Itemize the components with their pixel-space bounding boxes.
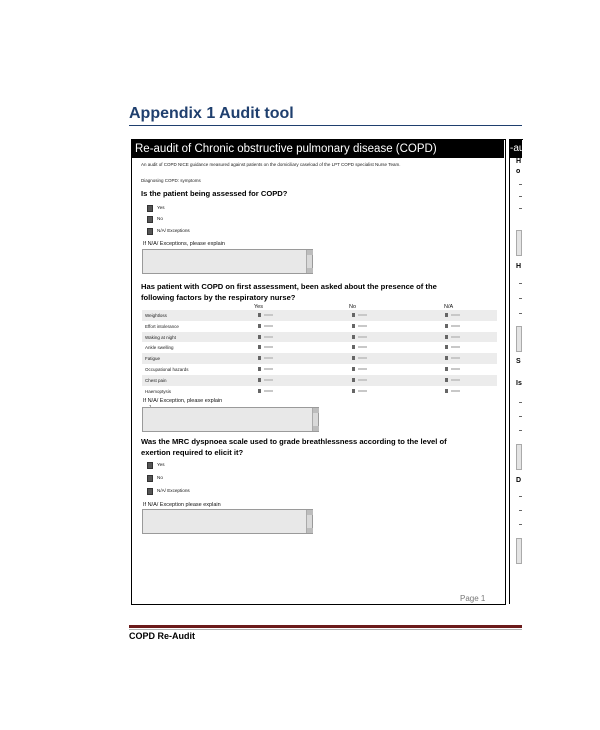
checkbox-caption: [358, 390, 367, 392]
checkbox-caption: [358, 336, 367, 338]
checkbox-yes[interactable]: [258, 356, 261, 360]
next-page-header: -au: [510, 140, 522, 158]
side-dash: [519, 416, 522, 417]
q2-explain-label: If N/A/ Exception, please explain: [143, 398, 223, 404]
scrollbar[interactable]: [306, 250, 312, 273]
checkbox-caption: [264, 314, 273, 316]
checkbox-caption: [264, 357, 273, 359]
checkbox-caption: [358, 346, 367, 348]
checkbox-caption: [451, 368, 460, 370]
checkbox-na[interactable]: [445, 356, 448, 360]
checkbox-na[interactable]: [445, 335, 448, 339]
col-yes: Yes: [254, 304, 263, 310]
scroll-up-icon[interactable]: [313, 408, 319, 413]
side-field: [516, 326, 522, 352]
scroll-up-icon[interactable]: [307, 510, 313, 515]
checkbox-caption: [264, 390, 273, 392]
question-2-line-1: Has patient with COPD on first assessment, been asked about the presence of the: [141, 282, 437, 291]
section-label: Diagnosing COPD: symptoms: [141, 178, 201, 183]
side-dash: [519, 524, 522, 525]
side-letter: H: [516, 158, 522, 165]
footer-bar: [129, 625, 522, 628]
question-1: Is the patient being assessed for COPD?: [141, 189, 288, 198]
table-row: [142, 310, 497, 321]
checkbox-yes[interactable]: [258, 345, 261, 349]
checkbox-caption: [264, 325, 273, 327]
side-dash: [519, 196, 522, 197]
checkbox-caption: [358, 368, 367, 370]
row-label: Ankle swelling: [145, 345, 174, 351]
option-label: No: [157, 216, 163, 221]
scroll-down-icon[interactable]: [313, 426, 319, 431]
side-field: [516, 444, 522, 470]
checkbox-caption: [451, 325, 460, 327]
checkbox-na[interactable]: [445, 313, 448, 317]
table-row: [142, 364, 497, 375]
scrollbar[interactable]: [306, 510, 312, 533]
col-no: No: [349, 304, 357, 310]
side-field: [516, 230, 522, 256]
table-row: [142, 375, 497, 386]
side-dash: [519, 208, 522, 209]
side-dash: [519, 496, 522, 497]
row-label: Chest pain: [145, 377, 167, 383]
checkbox-caption: [358, 325, 367, 327]
checkbox-caption: [451, 336, 460, 338]
question-2: [141, 282, 501, 303]
side-letter: H: [516, 263, 522, 270]
q3-explain-label: If N/A/ Exception please explain: [143, 502, 221, 508]
side-dash: [519, 184, 522, 185]
checkbox-yes[interactable]: [258, 335, 261, 339]
option-label: Yes: [157, 462, 165, 467]
side-letter: o: [516, 168, 521, 175]
form-header-bar: Re-audit of Chronic obstructive pulmonary disease (COPD): [132, 140, 504, 158]
checkbox-caption: [264, 368, 273, 370]
question-3: [141, 437, 501, 458]
footer-title: COPD Re-Audit: [129, 631, 195, 641]
heading-rule: [129, 125, 522, 126]
checkbox-caption: [264, 346, 273, 348]
side-dash: [519, 402, 522, 403]
factor-table: [142, 310, 497, 398]
side-letter: D: [516, 477, 522, 484]
table-row: [142, 342, 497, 353]
option-label: N/A/ Exceptions: [157, 228, 190, 233]
checkbox-caption: [451, 390, 460, 392]
checkbox-yes[interactable]: [258, 313, 261, 317]
checkbox-caption: [451, 379, 460, 381]
checkbox-caption: [451, 346, 460, 348]
q3-explain-field[interactable]: [142, 509, 313, 534]
radio-icon[interactable]: [147, 462, 153, 469]
checkbox-na[interactable]: [445, 345, 448, 349]
row-label: Fatigue: [145, 356, 161, 362]
checkbox-na[interactable]: [445, 367, 448, 371]
checkbox-no[interactable]: [352, 389, 355, 393]
side-letter: S: [516, 358, 521, 365]
question-2-line-2: following factors by the respiratory nurse?: [141, 292, 296, 302]
checkbox-no[interactable]: [352, 313, 355, 317]
checkbox-yes[interactable]: [258, 324, 261, 328]
radio-icon[interactable]: [147, 216, 153, 223]
side-dash: [519, 298, 522, 299]
table-row: [142, 386, 497, 397]
side-dash: [519, 430, 522, 431]
side-dash: [519, 313, 522, 314]
checkbox-caption: [358, 357, 367, 359]
side-dash: [519, 283, 522, 284]
row-label: Waking at night: [145, 334, 176, 340]
radio-icon[interactable]: [147, 488, 153, 495]
checkbox-caption: [451, 314, 460, 316]
table-row: [142, 332, 497, 343]
row-label: Weightloss: [145, 313, 167, 318]
option-label: No: [157, 475, 163, 480]
checkbox-yes[interactable]: [258, 378, 261, 382]
checkbox-na[interactable]: [445, 378, 448, 382]
scrollbar[interactable]: [312, 408, 318, 431]
table-row: [142, 321, 497, 332]
table-row: [142, 353, 497, 364]
footer-rule: [129, 629, 522, 630]
checkbox-yes[interactable]: [258, 389, 261, 393]
checkbox-no[interactable]: [352, 345, 355, 349]
checkbox-no[interactable]: [352, 356, 355, 360]
question-3-line-1: Was the MRC dyspnoea scale used to grade breathlessness according to the level of: [141, 437, 447, 446]
page-heading: Appendix 1 Audit tool: [129, 105, 294, 122]
radio-icon[interactable]: [147, 475, 153, 482]
checkbox-caption: [358, 314, 367, 316]
radio-icon[interactable]: [147, 228, 153, 235]
scroll-down-icon[interactable]: [307, 528, 313, 533]
checkbox-yes[interactable]: [258, 367, 261, 371]
checkbox-no[interactable]: [352, 378, 355, 382]
row-label: Effort intolerance: [145, 323, 179, 329]
checkbox-caption: [358, 379, 367, 381]
checkbox-caption: [451, 357, 460, 359]
checkbox-no[interactable]: [352, 335, 355, 339]
row-label: Haemoptysis: [145, 388, 172, 394]
checkbox-na[interactable]: [445, 324, 448, 328]
checkbox-no[interactable]: [352, 367, 355, 371]
checkbox-no[interactable]: [352, 324, 355, 328]
scroll-up-icon[interactable]: [307, 250, 313, 255]
option-label: Yes: [157, 205, 165, 210]
side-field: [516, 538, 522, 564]
q1-explain-label: If N/A/ Exceptions, please explain: [143, 241, 225, 247]
checkbox-caption: [264, 379, 273, 381]
intro-text: An audit of COPD NICE guidance measured against patients on the domiciliary caseload of the LPT COPD specialist Nurse Team.: [141, 162, 401, 167]
col-na: N/A: [444, 304, 454, 310]
side-dash: [519, 510, 522, 511]
page-number: Page 1: [460, 594, 486, 603]
side-letter: Is: [516, 380, 522, 387]
checkbox-caption: [264, 336, 273, 338]
row-label: Occupational hazards: [145, 367, 189, 372]
q1-explain-field[interactable]: [142, 249, 313, 274]
option-label: N/A/ Exceptions: [157, 488, 190, 493]
checkbox-na[interactable]: [445, 389, 448, 393]
scroll-down-icon[interactable]: [307, 268, 313, 273]
radio-icon[interactable]: [147, 205, 153, 212]
q2-explain-field[interactable]: [142, 407, 319, 432]
question-3-line-2: exertion required to elicit it?: [141, 447, 244, 457]
